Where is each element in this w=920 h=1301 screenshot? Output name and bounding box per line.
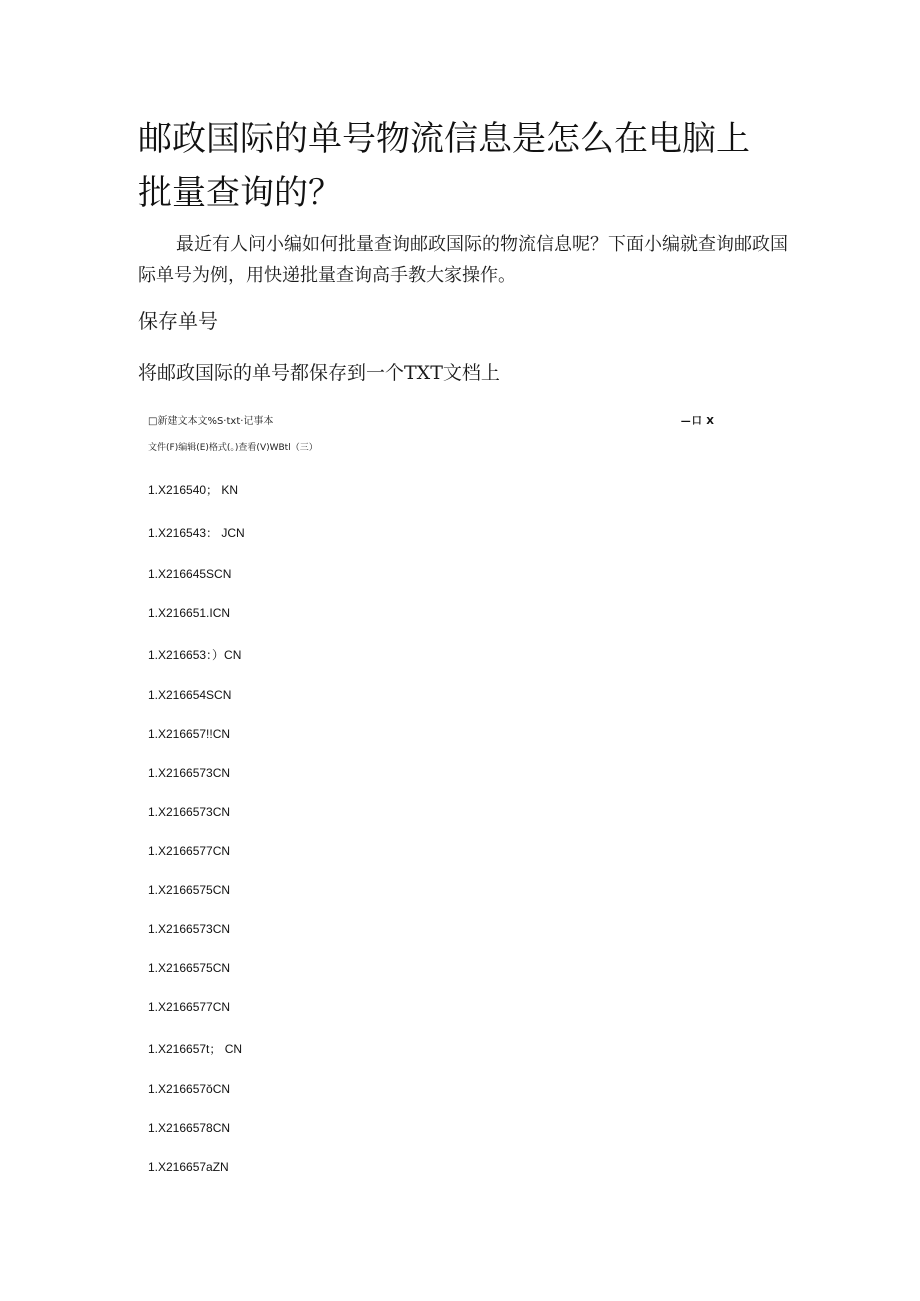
- tracking-number-line: 1.X216657aZN: [148, 1160, 229, 1174]
- instruction-text: 将邮政国际的单号都保存到一个TXT文档上: [138, 362, 500, 384]
- tracking-number-line: 1.X2166575CN: [148, 961, 231, 975]
- tracking-number-line: 1.X2166577CN: [148, 844, 231, 858]
- article-title-line1: 邮政国际的单号物流信息是怎么在电脑上: [138, 119, 750, 159]
- tracking-number-line: 1.X216657!!CN: [148, 727, 231, 741]
- tracking-number-line: 1.X216657ŏCN: [148, 1082, 231, 1096]
- tracking-number-line: 1.X216645SCN: [148, 567, 232, 581]
- tracking-number-line: 1.X2166573CN: [148, 922, 231, 936]
- tracking-number-line: 1.X216651.ICN: [148, 606, 231, 620]
- tracking-number-line: 1.X2166577CN: [148, 1000, 231, 1014]
- tracking-number-line: 1.X216657t； CN: [148, 1042, 243, 1056]
- tracking-number-line: 1.X216654SCN: [148, 688, 232, 702]
- maximize-button[interactable]: 口: [691, 416, 702, 427]
- window-controls: [680, 412, 714, 432]
- intro-paragraph: 最近有人问小编如何批量查询邮政国际的物流信息呢？下面小编就查询邮政国际单号为例，用快递批量查询高手教大家操作。: [138, 234, 788, 286]
- tracking-number-line: 1.X2166573CN: [148, 766, 231, 780]
- minimize-button[interactable]: —: [680, 416, 691, 427]
- tracking-number-line: 1.X216540； KN: [148, 483, 239, 497]
- tracking-number-line: 1.X2166578CN: [148, 1121, 231, 1135]
- tracking-number-line: 1.X216653：）CN: [148, 648, 242, 662]
- notepad-menubar[interactable]: 文件(F)编辑(E)格式(。)查看(V)WBtl（三）: [148, 443, 318, 453]
- tracking-number-line: 1.X216543： JCN: [148, 526, 245, 540]
- tracking-number-line: 1.X2166575CN: [148, 883, 231, 897]
- section-heading: 保存单号: [138, 309, 218, 333]
- notepad-titlebar: [148, 412, 718, 432]
- close-button[interactable]: X: [706, 416, 714, 427]
- article-title-line2: 批量查询的？: [138, 173, 342, 213]
- notepad-window-title: □新建文本文%S·txt·记事本: [148, 416, 274, 427]
- tracking-number-line: 1.X2166573CN: [148, 805, 231, 819]
- notepad-screenshot: [148, 412, 718, 1182]
- article-title: [138, 112, 778, 220]
